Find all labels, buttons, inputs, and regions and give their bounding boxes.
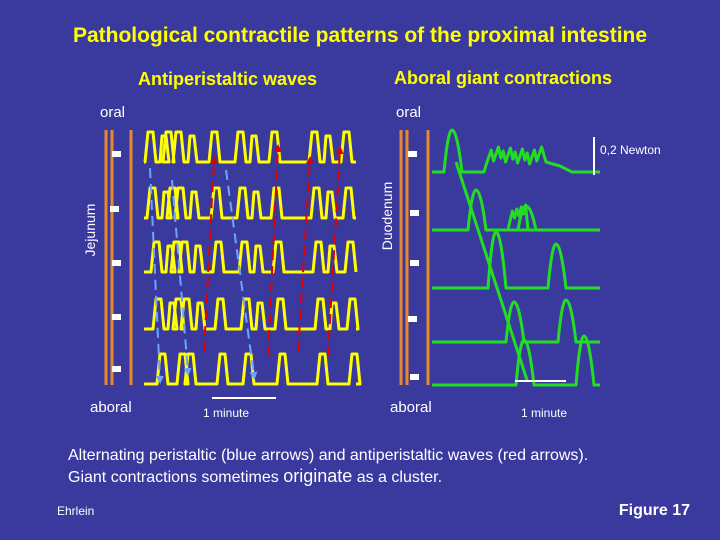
duodenum-trace [432, 300, 600, 342]
right-aboral-label: aboral [390, 399, 432, 416]
right-probe [401, 130, 428, 385]
left-panel-heading: Antiperistaltic waves [138, 69, 318, 89]
right-oral-label: oral [396, 104, 422, 121]
propagation-line [456, 162, 527, 380]
figure-number: Figure 17 [618, 502, 690, 519]
jejunum-trace [144, 299, 358, 329]
right-panel-heading: Aboral giant contractions [394, 68, 613, 88]
jejunum-trace [144, 188, 356, 218]
antiperistaltic-arrow [298, 160, 310, 352]
left-time-scale-label: 1 minute [203, 406, 250, 420]
amplitude-scale-label: 0,2 Newton [600, 143, 661, 157]
figure-caption [68, 445, 708, 488]
left-aboral-label: aboral [90, 399, 132, 416]
duodenum-axis-label: Duodenum [379, 181, 395, 251]
page-title: Pathological contractile patterns of the proximal intestine [72, 24, 648, 47]
jejunum-axis-label: Jejunum [82, 203, 98, 257]
jejunum-trace [144, 354, 360, 384]
wave-arrows [150, 148, 340, 380]
jejunum-trace [144, 242, 356, 272]
caption-line-1: Alternating peristaltic (blue arrows) and antiperistaltic waves (red arrows). [68, 447, 589, 464]
author-credit: Ehrlein [57, 504, 95, 518]
left-probe [106, 130, 131, 385]
duodenum-trace [432, 190, 600, 230]
duodenum-trace [432, 232, 600, 288]
jejunum-trace [144, 132, 356, 162]
caption-line-2: Giant contractions sometimes originate as a cluster. [68, 466, 443, 486]
left-oral-label: oral [100, 104, 126, 121]
right-time-scale-label: 1 minute [521, 406, 568, 420]
